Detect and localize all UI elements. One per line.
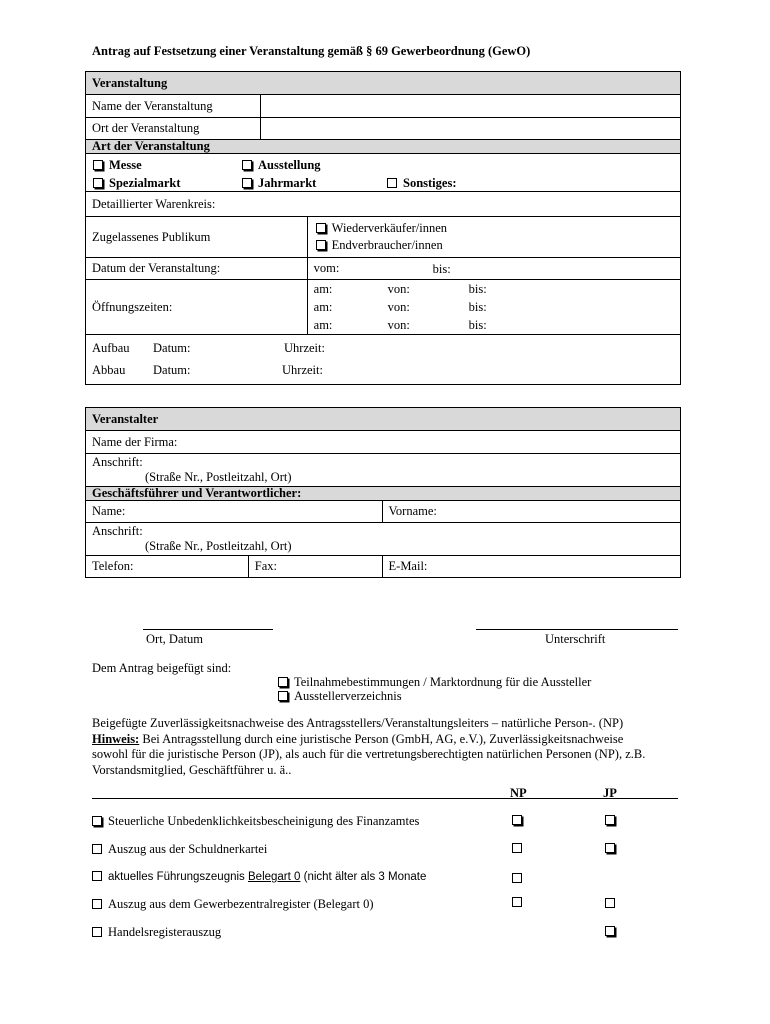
aufbau-datum-label: Datum: (153, 341, 191, 355)
proofs-divider (92, 798, 678, 799)
fax-label: Fax: (254, 559, 277, 573)
veranstalter-heading: Veranstalter (86, 408, 681, 431)
checkbox-icon[interactable] (242, 160, 252, 170)
veranstaltung-heading: Veranstaltung (86, 72, 681, 95)
von-label: von: (387, 318, 410, 332)
checkbox-icon[interactable] (278, 677, 288, 687)
bis-label: bis: (468, 282, 487, 296)
notes-line: Beigefügte Zuverlässigkeitsnachweise des Antragsstellers/Veranstaltungsleiters – natürliche Person-. (NP) (92, 716, 624, 730)
hinweis-label: Hinweis: (92, 731, 140, 746)
anschrift-label: Anschrift: (92, 455, 143, 469)
option-ausstellung[interactable]: Ausstellung (242, 158, 321, 173)
checkbox-icon[interactable] (387, 178, 397, 188)
option-jahrmarkt[interactable]: Jahrmarkt (242, 176, 316, 191)
np-checkbox-schuldner[interactable] (512, 843, 522, 853)
checkbox-icon[interactable] (316, 240, 326, 250)
geschaeftsfuehrer-heading: Geschäftsführer und Verantwortlicher: (86, 487, 681, 501)
jp-checkbox-steuer[interactable] (605, 815, 615, 825)
name-der-veranstaltung-label: Name der Veranstaltung (86, 95, 261, 118)
belegart-link[interactable]: Belegart 0 (248, 871, 301, 883)
art-options (86, 154, 681, 192)
abbau-uhrzeit-label: Uhrzeit: (282, 363, 323, 377)
abbau-label: Abbau (92, 363, 126, 377)
von-label: von: (387, 282, 410, 296)
option-sonstiges[interactable]: Sonstiges: (387, 176, 456, 191)
proof-row-handelsregister: Handelsregisterauszug (92, 925, 221, 940)
notes-line: Vorstandsmitglied, Geschäftführer u. ä.. (92, 762, 292, 777)
page-title: Antrag auf Festsetzung einer Veranstaltung gemäß § 69 Gewerbeordnung (GewO) (92, 44, 531, 58)
attachment-ausstellerverzeichnis[interactable]: Ausstellerverzeichnis (278, 689, 402, 704)
ort-datum-label: Ort, Datum (146, 632, 203, 646)
aufbau-abbau-field[interactable] (86, 335, 681, 385)
am-label: am: (313, 318, 333, 332)
art-der-veranstaltung-heading: Art der Veranstaltung (86, 140, 681, 154)
gf-anschrift-hint: (Straße Nr., Postleitzahl, Ort) (145, 539, 292, 553)
option-wiederverkaeufer[interactable]: Wiederverkäufer/innen (316, 220, 674, 237)
checkbox-icon[interactable] (93, 160, 103, 170)
attachment-teilnahmebestimmungen[interactable]: Teilnahmebestimmungen / Marktordnung für die Aussteller (278, 675, 591, 690)
am-label: am: (313, 282, 333, 296)
checkbox-icon[interactable] (92, 816, 102, 826)
vom-label: vom: (313, 261, 340, 275)
np-header: NP (510, 786, 527, 800)
gf-vorname-field[interactable] (382, 501, 680, 523)
option-messe[interactable]: Messe (93, 158, 142, 173)
ort-datum-line[interactable] (143, 629, 273, 630)
checkbox-icon[interactable] (92, 871, 102, 881)
checkbox-icon[interactable] (316, 223, 326, 233)
jp-checkbox-gewerbezentralregister[interactable] (605, 898, 615, 908)
fax-field[interactable] (248, 556, 382, 578)
publikum-options (307, 217, 680, 258)
publikum-label: Zugelassenes Publikum (86, 217, 308, 258)
jp-checkbox-handelsregister[interactable] (605, 926, 615, 936)
unterschrift-label: Unterschrift (545, 632, 606, 646)
notes-line: sowohl für die juristische Person (JP), als auch für die vertretungsberechtigten natürlichen Personen (NP), z.B. (92, 747, 646, 761)
hinweis-line: Hinweis: Bei Antragsstellung durch eine juristische Person (GmbH, AG, e.V.), Zuverlässigkeitsnachweise (92, 731, 624, 746)
email-label: E-Mail: (388, 559, 428, 573)
telefon-label: Telefon: (92, 559, 134, 573)
gf-vorname-label: Vorname: (388, 504, 437, 518)
email-field[interactable] (382, 556, 680, 578)
proof-row-fuehrungszeugnis: aktuelles Führungszeugnis Belegart 0 (nicht älter als 3 Monate (92, 871, 426, 883)
von-label: von: (387, 300, 410, 314)
jp-header: JP (603, 786, 617, 800)
bis-label: bis: (468, 318, 487, 332)
proof-row-schuldner: Auszug aus der Schuldnerkartei (92, 842, 267, 857)
checkbox-icon[interactable] (92, 899, 102, 909)
gf-anschrift-field[interactable] (86, 523, 681, 556)
warenkreis-label: Detaillierter Warenkreis: (86, 192, 681, 217)
telefon-field[interactable] (86, 556, 249, 578)
gf-anschrift-label: Anschrift: (92, 524, 143, 538)
bis-label: bis: (432, 262, 451, 276)
ort-der-veranstaltung-label: Ort der Veranstaltung (86, 118, 261, 140)
oeffnungszeiten-label: Öffnungszeiten: (86, 280, 308, 335)
attachments-label: Dem Antrag beigefügt sind: (92, 661, 232, 675)
aufbau-label: Aufbau (92, 341, 130, 355)
veranstaltung-table (85, 71, 681, 385)
anschrift-field[interactable] (86, 454, 681, 487)
unterschrift-line[interactable] (476, 629, 678, 630)
anschrift-hint: (Straße Nr., Postleitzahl, Ort) (145, 470, 292, 484)
np-checkbox-fuehrungszeugnis[interactable] (512, 873, 522, 883)
gf-name-field[interactable] (86, 501, 383, 523)
checkbox-icon[interactable] (92, 927, 102, 937)
abbau-datum-label: Datum: (153, 363, 191, 377)
ort-der-veranstaltung-field[interactable] (260, 118, 680, 140)
option-endverbraucher[interactable]: Endverbraucher/innen (316, 237, 674, 254)
notes-block (92, 716, 645, 778)
aufbau-uhrzeit-label: Uhrzeit: (284, 341, 325, 355)
firma-field[interactable] (86, 431, 681, 454)
checkbox-icon[interactable] (93, 178, 103, 188)
firma-label: Name der Firma: (92, 434, 178, 449)
datum-field[interactable] (307, 258, 680, 280)
datum-label: Datum der Veranstaltung: (86, 258, 308, 280)
checkbox-icon[interactable] (242, 178, 252, 188)
proof-row-steuer: Steuerliche Unbedenklichkeitsbescheinigung des Finanzamtes (92, 814, 419, 829)
np-checkbox-steuer[interactable] (512, 815, 522, 825)
proof-row-gewerbezentralregister: Auszug aus dem Gewerbezentralregister (Belegart 0) (92, 897, 374, 912)
am-label: am: (313, 300, 333, 314)
np-checkbox-gewerbezentralregister[interactable] (512, 897, 522, 907)
veranstalter-table (85, 407, 681, 578)
name-der-veranstaltung-field[interactable] (260, 95, 680, 118)
bis-label: bis: (468, 300, 487, 314)
checkbox-icon[interactable] (278, 691, 288, 701)
option-spezialmarkt[interactable]: Spezialmarkt (93, 176, 181, 191)
gf-name-label: Name: (92, 504, 126, 518)
jp-checkbox-schuldner[interactable] (605, 843, 615, 853)
checkbox-icon[interactable] (92, 844, 102, 854)
oeffnungszeiten-field[interactable] (307, 280, 680, 335)
